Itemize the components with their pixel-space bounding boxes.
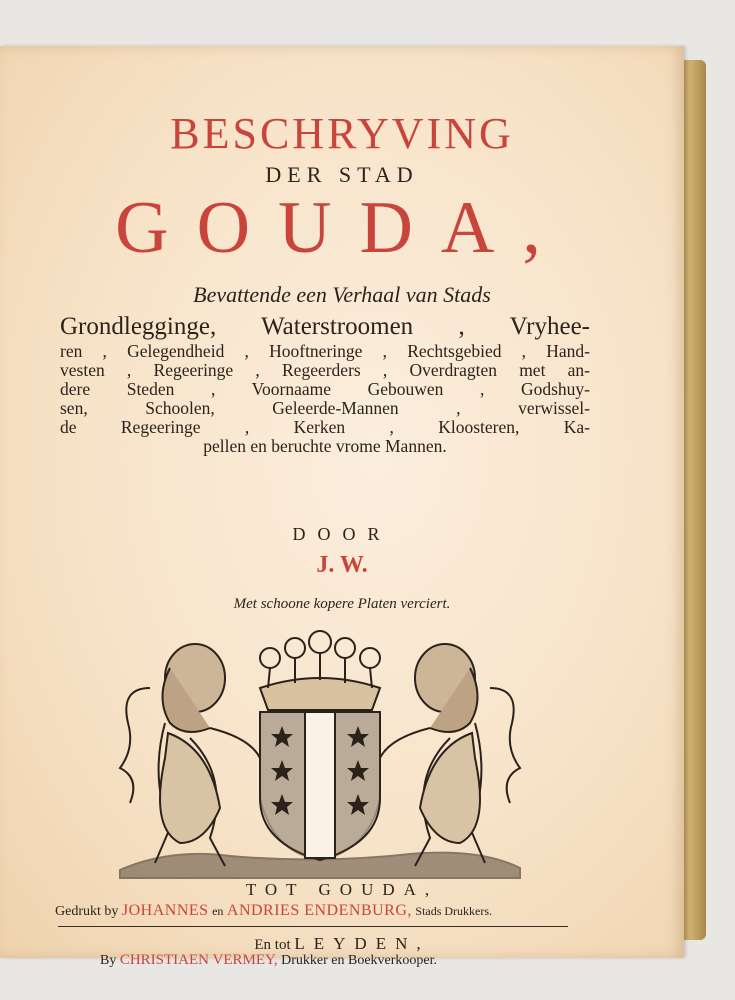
title-page [0,46,684,968]
description-line: Grondlegginge, Waterstroomen , Vryhee- [60,313,590,340]
imprint-place: TOT GOUDA, [245,880,439,899]
description-line: pellen en beruchte vrome Mannen. [203,436,447,456]
printer-andries-endenburg: ANDRIES ENDENBURG, [226,902,412,919]
description-line: ren , Gelegendheid , Hooftneringe , Rechtsgebied , Hand- [60,341,590,361]
printer-christiaen-vermey: CHRISTIAEN VERMEY, [119,952,278,968]
printed-by-label: Gedrukt by [55,904,119,919]
by-label-small: By [100,953,117,968]
imprint-bookseller-line [100,952,620,969]
subtitle: Bevattende een Verhaal van Stads [193,282,491,307]
title-beschryving: BESCHRYVING [170,109,514,158]
description-block [60,312,590,456]
description-line: dere Steden , Voornaame Gebouwen , Godshuy- [60,379,590,399]
printer-johannes: JOHANNES [121,902,209,919]
description-line: sen, Schoolen, Geleerde-Mannen , verwissel- [60,398,590,418]
printers-role: Stads Drukkers. [415,904,493,918]
printers-and: en [212,904,224,918]
title-gouda: GOUDA, [115,187,569,269]
author-initials: J. W. [316,552,368,578]
plates-note: Met schoone kopere Platen verciert. [233,596,451,612]
title-der-stad: DER STAD [265,162,419,187]
city-leyden: LEYDEN, [294,934,430,953]
imprint-second-place [0,934,684,954]
also-in-label: En tot [254,937,291,953]
description-line: vesten , Regeeringe , Regeerders , Overdragten met an- [60,360,590,380]
imprint-printers-line [55,902,575,920]
coat-of-arms-emblem [110,628,530,886]
description-line: de Regeeringe , Kerken , Kloosteren, Ka- [60,417,590,437]
imprint-divider [58,926,568,927]
bookseller-role: Drukker en Boekverkooper. [281,953,438,968]
by-label: DOOR [292,524,392,544]
